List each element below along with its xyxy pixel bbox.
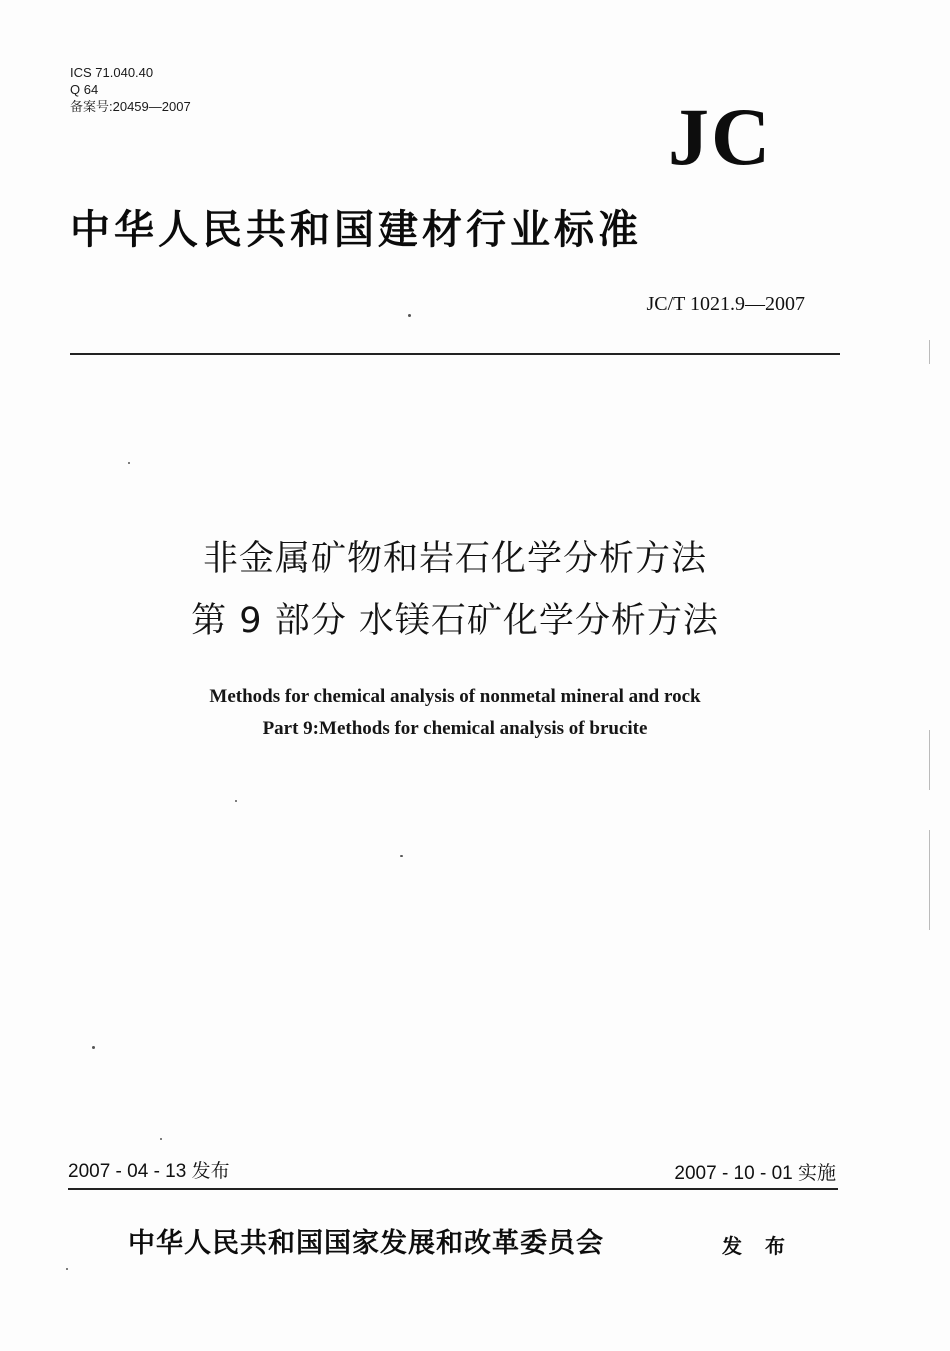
- ics-code: ICS 71.040.40: [70, 65, 154, 80]
- scan-speck: [235, 800, 237, 802]
- issue-verb: 发 布: [722, 1234, 793, 1258]
- ccs-code: Q 64: [70, 82, 99, 97]
- organization-title: 中华人民共和国建材行业标准: [70, 206, 642, 253]
- implementation-date: 2007 - 10 - 01 实施: [674, 1163, 836, 1184]
- scan-speck: [400, 855, 403, 857]
- scan-speck: [66, 1268, 68, 1270]
- chinese-title-line-2: 第 9 部分 水镁石矿化学分析方法: [191, 601, 719, 641]
- issuing-authority: 中华人民共和国国家发展和改革委员会: [128, 1228, 604, 1259]
- scan-speck: [160, 1138, 162, 1140]
- filing-number: 备案号:20459—2007: [70, 99, 191, 114]
- standard-number: JC/T 1021.9—2007: [646, 293, 805, 315]
- english-title-line-2: Part 9:Methods for chemical analysis of brucite: [262, 718, 648, 739]
- scan-speck: [128, 462, 130, 464]
- scan-speck: [92, 1046, 95, 1049]
- scan-edge-mark: [929, 830, 930, 930]
- scan-speck: [408, 314, 411, 317]
- scan-edge-mark: [929, 730, 930, 790]
- chinese-title-line-1: 非金属矿物和岩石化学分析方法: [202, 539, 707, 579]
- bottom-divider: [68, 1188, 838, 1190]
- english-title-line-1: Methods for chemical analysis of nonmetal mineral and rock: [209, 686, 701, 707]
- issue-date: 2007 - 04 - 13 发布: [68, 1161, 230, 1182]
- classification-block: [70, 64, 191, 115]
- scan-edge-mark: [929, 340, 930, 364]
- top-divider: [70, 353, 840, 355]
- jc-logo: JC: [668, 91, 773, 182]
